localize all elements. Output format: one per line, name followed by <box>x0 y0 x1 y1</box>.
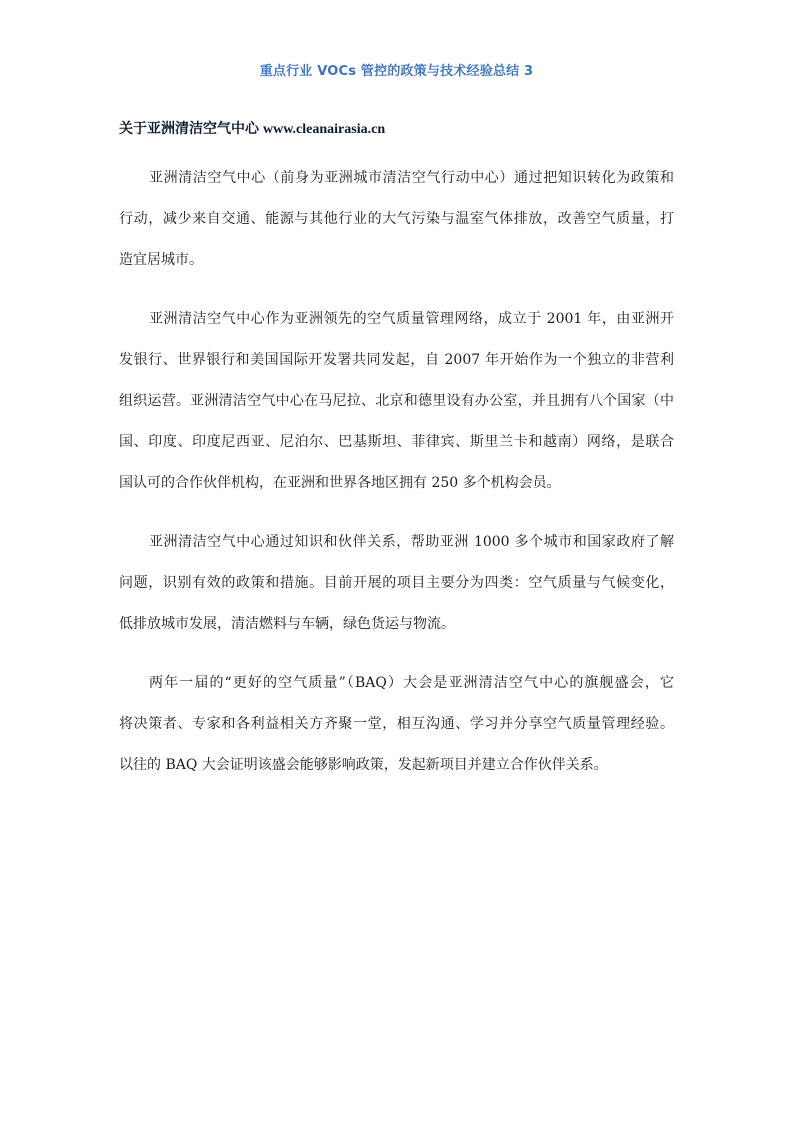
paragraph-line: 造宜居城市。 <box>119 252 203 268</box>
paragraph-history <box>119 299 674 504</box>
section-url-link[interactable]: www.cleanairasia.cn <box>263 122 386 137</box>
paragraph-programs <box>119 522 674 645</box>
paragraph-line: 将决策者、专家和各利益相关方齐聚一堂，相互沟通、学习并分享空气质量管理经验。 <box>119 716 674 732</box>
paragraph-line: 亚洲清洁空气中心（前身为亚洲城市清洁空气行动中心）通过把知识转化为政策和 <box>149 170 674 186</box>
paragraph-intro <box>119 158 674 281</box>
paragraph-line: 两年一届的“更好的空气质量”（BAQ）大会是亚洲清洁空气中心的旗舰盛会，它 <box>149 675 674 691</box>
paragraph-line: 国、印度、印度尼西亚、尼泊尔、巴基斯坦、菲律宾、斯里兰卡和越南）网络，是联合 <box>119 434 674 450</box>
page-header-title: 重点行业 VOCs 管控的政策与技术经验总结 3 <box>259 64 534 79</box>
paragraph-line: 行动，减少来自交通、能源与其他行业的大气污染与温室气体排放，改善空气质量，打 <box>119 211 674 227</box>
paragraph-line: 问题，识别有效的政策和措施。目前开展的项目主要分为四类：空气质量与气候变化， <box>119 575 674 591</box>
paragraph-line: 发银行、世界银行和美国国际开发署共同发起，自 2007 年开始作为一个独立的非营利 <box>119 352 674 368</box>
paragraph-line: 国认可的合作伙伴机构，在亚洲和世界各地区拥有 250 多个机构会员。 <box>119 475 561 491</box>
document-body <box>119 158 674 804</box>
paragraph-line: 亚洲清洁空气中心作为亚洲领先的空气质量管理网络，成立于 2001 年，由亚洲开 <box>149 311 674 327</box>
paragraph-line: 以往的 BAQ 大会证明该盛会能够影响政策，发起新项目并建立合作伙伴关系。 <box>119 757 608 773</box>
paragraph-line: 低排放城市发展，清洁燃料与车辆，绿色货运与物流。 <box>119 616 455 632</box>
section-title <box>119 118 385 138</box>
paragraph-baq <box>119 663 674 786</box>
paragraph-line: 亚洲清洁空气中心通过知识和伙伴关系，帮助亚洲 1000 多个城市和国家政府了解 <box>149 534 674 550</box>
section-title-text: 关于亚洲清洁空气中心 <box>119 121 259 137</box>
paragraph-line: 组织运营。亚洲清洁空气中心在马尼拉、北京和德里设有办公室，并且拥有八个国家（中 <box>119 393 674 409</box>
